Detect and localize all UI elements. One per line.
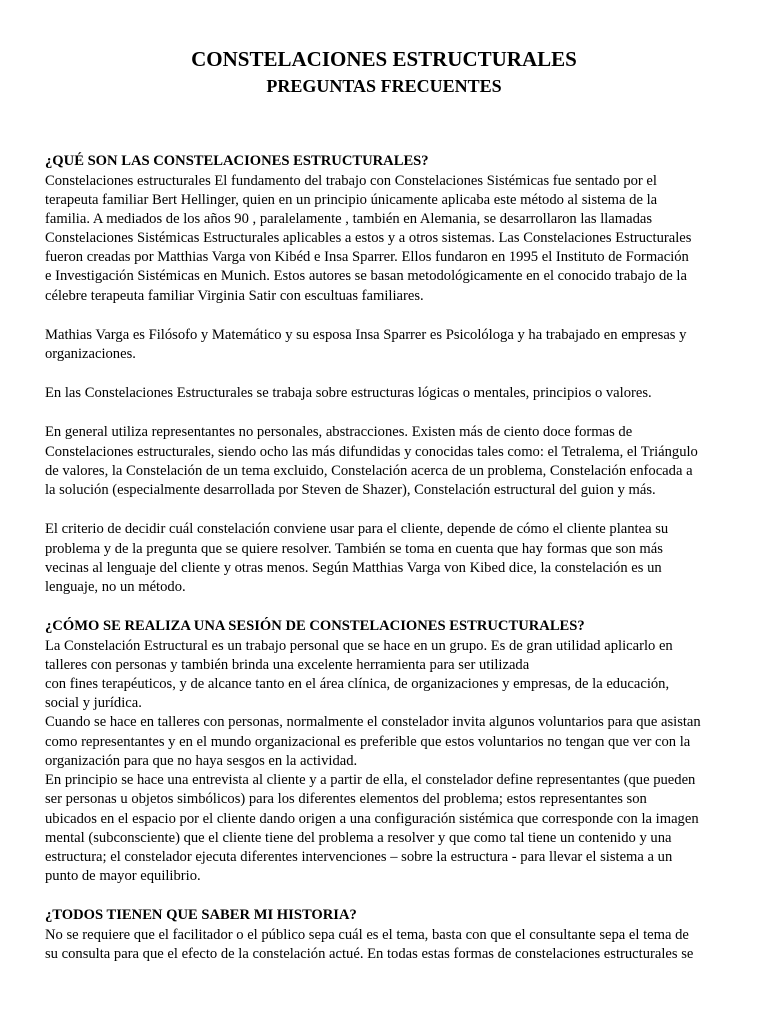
body-text-line: Constelaciones Sistémicas Estructurales aplicables a estos y a otros sistemas. Las Constelaciones Estructurales — [45, 230, 692, 246]
body-text-line: estructura; el constelador ejecuta diferentes intervenciones – sobre la estructura - para llevar el sistema a un — [45, 849, 673, 865]
body-text-line: ubicados en el espacio por el cliente dando origen a una configuración sistémica que corresponde con la imagen — [45, 811, 699, 827]
body-text-line: Mathias Varga es Filósofo y Matemático y su esposa Insa Sparrer es Psicolóloga y ha trabajado en empresas y — [45, 327, 687, 343]
body-text-line: problema y de la pregunta que se quiere resolver. También se toma en cuenta que hay formas que son más — [45, 541, 663, 557]
body-text-line: punto de mayor equilibrio. — [45, 868, 201, 884]
body-text-line: En principio se hace una entrevista al cliente y a partir de ella, el constelador define representantes (que pueden — [45, 772, 696, 788]
body-text-line: organizaciones. — [45, 346, 136, 362]
body-text-line: fueron creadas por Matthias Varga von Kibéd e Insa Sparrer. Ellos fundaron en 1995 el Instituto de Formación — [45, 249, 689, 265]
body-text-line: Constelaciones estructurales, siendo ocho las más difundidas y conocidas tales como: el Tetralema, el Triángulo — [45, 444, 698, 460]
section-heading: ¿CÓMO SE REALIZA UNA SESIÓN DE CONSTELACIONES ESTRUCTURALES? — [45, 618, 585, 634]
body-text-line: familia. A mediados de los años 90 , paralelamente , también en Alemania, se desarrollaron las llamadas — [45, 211, 653, 227]
body-text-line: Constelaciones estructurales El fundamento del trabajo con Constelaciones Sistémicas fue sentado por el — [45, 173, 657, 189]
body-text-line: La Constelación Estructural es un trabajo personal que se hace en un grupo. Es de gran utilidad aplicarlo en — [45, 638, 673, 654]
section-heading: ¿TODOS TIENEN QUE SABER MI HISTORIA? — [45, 907, 357, 923]
body-text-line: su consulta para que el efecto de la constelación actué. En todas estas formas de constelaciones estructurales se — [45, 946, 694, 962]
body-text-line: talleres con personas y también brinda una excelente herramienta para ser utilizada — [45, 657, 530, 673]
body-text-line: célebre terapeuta familiar Virginia Satir con escultuas familiares. — [45, 288, 424, 304]
body-text-line: No se requiere que el facilitador o el público sepa cuál es el tema, basta con que el consultante sepa el tema de — [45, 927, 689, 943]
body-text-line: Cuando se hace en talleres con personas, normalmente el constelador invita algunos voluntarios para que asistan — [45, 714, 701, 730]
document-subtitle: PREGUNTAS FRECUENTES — [266, 76, 502, 96]
body-text-line: mental (subconsciente) que el cliente tiene del problema a resolver y que como tal tiene un contenido y una — [45, 830, 672, 846]
document-title: CONSTELACIONES ESTRUCTURALES — [191, 47, 577, 71]
body-text-line: organización para que no haya sesgos en la actividad. — [45, 753, 358, 769]
body-text-line: terapeuta familiar Bert Hellinger, quien en un principio únicamente aplicaba este método al sistema de la — [45, 192, 658, 208]
body-text-line: con fines terapéuticos, y de alcance tanto en el área clínica, de organizaciones y empresas, de la educación, — [45, 676, 670, 692]
body-text-line: En general utiliza representantes no personales, abstracciones. Existen más de ciento doce formas de — [45, 424, 633, 440]
body-text-line: En las Constelaciones Estructurales se trabaja sobre estructuras lógicas o mentales, principios o valores. — [45, 385, 652, 401]
body-text-line: El criterio de decidir cuál constelación conviene usar para el cliente, depende de cómo el cliente plantea su — [45, 521, 669, 537]
body-text-line: lenguaje, no un método. — [45, 579, 186, 595]
body-text-line: ser personas u objetos simbólicos) para los diferentes elementos del problema; estos representantes son — [45, 791, 647, 807]
body-text-line: social y jurídica. — [45, 695, 142, 711]
section-heading: ¿QUÉ SON LAS CONSTELACIONES ESTRUCTURALES? — [45, 153, 429, 169]
body-text-line: de valores, la Constelación de un tema excluido, Constelación acerca de un problema, Constelación enfocada a — [45, 463, 693, 479]
body-text-line: como representantes y en el mundo organizacional es preferible que estos voluntarios no tengan que ver con la — [45, 734, 691, 750]
body-text-line: e Investigación Sistémicas en Munich. Estos autores se basan metodológicamente en el conocido trabajo de la — [45, 268, 687, 284]
body-text-line: la solución (especialmente desarrollada por Steven de Shazer), Constelación estructural del guion y más. — [45, 482, 656, 498]
body-text-line: vecinas al lenguaje del cliente y otras menos. Según Matthias Varga von Kibed dice, la constelación es un — [45, 560, 662, 576]
